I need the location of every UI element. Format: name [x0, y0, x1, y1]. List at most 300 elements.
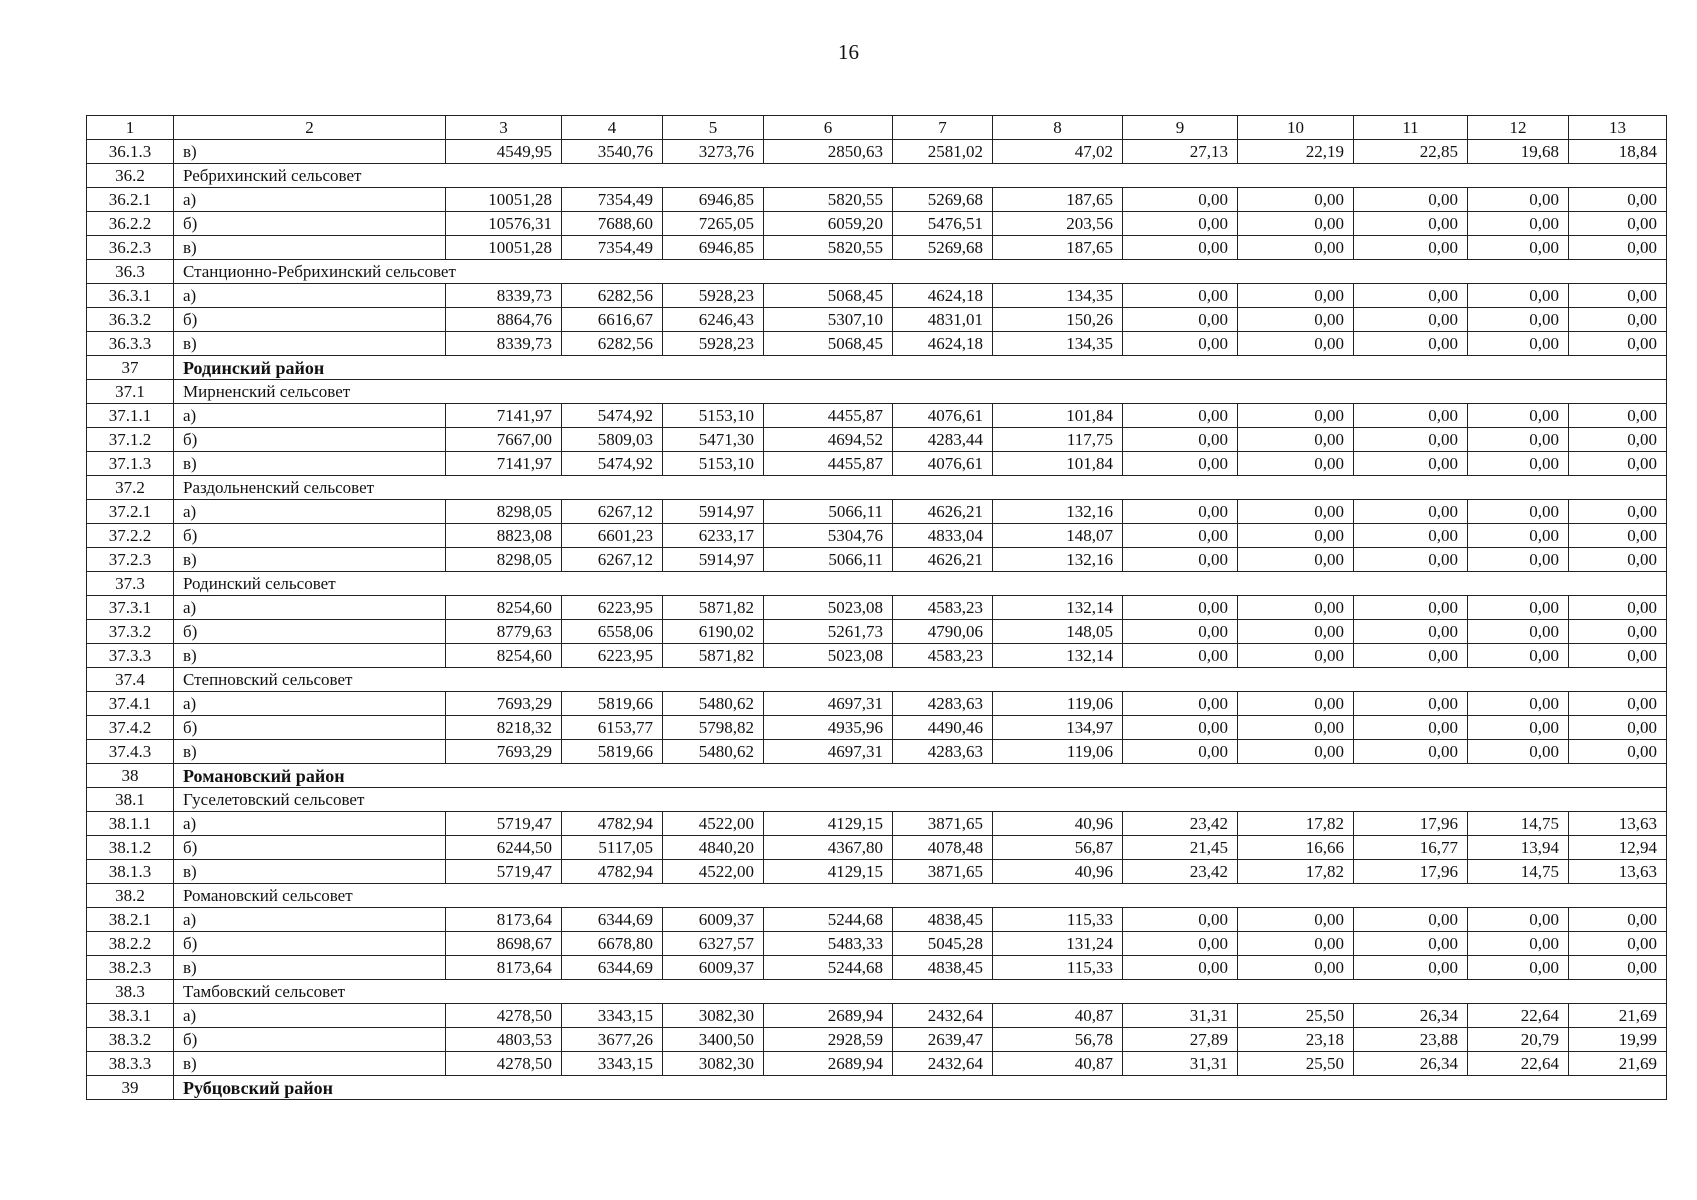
value-cell: 5819,66 [562, 692, 663, 716]
value-cell: 7354,49 [562, 236, 663, 260]
value-cell: 0,00 [1238, 692, 1354, 716]
value-cell: 5871,82 [663, 644, 764, 668]
value-cell: 3082,30 [663, 1004, 764, 1028]
value-cell: 4838,45 [893, 908, 993, 932]
row-number: 36.2 [87, 164, 174, 188]
row-number: 36.2.1 [87, 188, 174, 212]
value-cell: 23,88 [1354, 1028, 1468, 1052]
value-cell: 7667,00 [446, 428, 562, 452]
section-row [87, 260, 1667, 284]
row-number: 37.3.3 [87, 644, 174, 668]
row-number: 37.1.3 [87, 452, 174, 476]
value-cell: 0,00 [1123, 956, 1238, 980]
value-cell: 7693,29 [446, 740, 562, 764]
table-row [87, 524, 1667, 548]
row-label: б) [174, 1028, 446, 1052]
value-cell: 0,00 [1123, 332, 1238, 356]
value-cell: 8823,08 [446, 524, 562, 548]
value-cell: 0,00 [1468, 740, 1569, 764]
value-cell: 21,69 [1569, 1052, 1667, 1076]
value-cell: 132,16 [993, 500, 1123, 524]
value-cell: 0,00 [1468, 236, 1569, 260]
value-cell: 0,00 [1238, 908, 1354, 932]
value-cell: 23,18 [1238, 1028, 1354, 1052]
row-number: 36.3.3 [87, 332, 174, 356]
value-cell: 0,00 [1468, 212, 1569, 236]
value-cell: 40,87 [993, 1004, 1123, 1028]
row-number: 38.1.2 [87, 836, 174, 860]
value-cell: 4078,48 [893, 836, 993, 860]
value-cell: 4129,15 [764, 860, 893, 884]
value-cell: 0,00 [1468, 188, 1569, 212]
value-cell: 0,00 [1468, 692, 1569, 716]
value-cell: 0,00 [1468, 428, 1569, 452]
value-cell: 5153,10 [663, 452, 764, 476]
value-cell: 5023,08 [764, 644, 893, 668]
row-number: 38.2.2 [87, 932, 174, 956]
value-cell: 6223,95 [562, 644, 663, 668]
value-cell: 5117,05 [562, 836, 663, 860]
value-cell: 5244,68 [764, 956, 893, 980]
value-cell: 0,00 [1123, 620, 1238, 644]
value-cell: 4624,18 [893, 284, 993, 308]
value-cell: 8254,60 [446, 644, 562, 668]
value-cell: 117,75 [993, 428, 1123, 452]
value-cell: 0,00 [1569, 692, 1667, 716]
value-cell: 4367,80 [764, 836, 893, 860]
value-cell: 0,00 [1354, 932, 1468, 956]
table-row [87, 1052, 1667, 1076]
value-cell: 6616,67 [562, 308, 663, 332]
row-label: а) [174, 500, 446, 524]
row-label: в) [174, 1052, 446, 1076]
table-row [87, 236, 1667, 260]
value-cell: 119,06 [993, 740, 1123, 764]
value-cell: 0,00 [1468, 908, 1569, 932]
value-cell: 8218,32 [446, 716, 562, 740]
value-cell: 0,00 [1123, 908, 1238, 932]
row-number: 36.3.1 [87, 284, 174, 308]
value-cell: 17,82 [1238, 812, 1354, 836]
table-row [87, 140, 1667, 164]
value-cell: 4583,23 [893, 596, 993, 620]
value-cell: 8779,63 [446, 620, 562, 644]
value-cell: 4831,01 [893, 308, 993, 332]
value-cell: 4283,63 [893, 740, 993, 764]
value-cell: 0,00 [1238, 284, 1354, 308]
value-cell: 13,94 [1468, 836, 1569, 860]
value-cell: 0,00 [1569, 452, 1667, 476]
value-cell: 134,35 [993, 284, 1123, 308]
value-cell: 0,00 [1569, 284, 1667, 308]
value-cell: 6282,56 [562, 284, 663, 308]
value-cell: 6244,50 [446, 836, 562, 860]
value-cell: 14,75 [1468, 812, 1569, 836]
value-cell: 18,84 [1569, 140, 1667, 164]
value-cell: 0,00 [1569, 428, 1667, 452]
value-cell: 0,00 [1123, 644, 1238, 668]
value-cell: 0,00 [1468, 404, 1569, 428]
value-cell: 0,00 [1238, 644, 1354, 668]
value-cell: 0,00 [1238, 596, 1354, 620]
value-cell: 0,00 [1354, 212, 1468, 236]
value-cell: 134,97 [993, 716, 1123, 740]
value-cell: 0,00 [1354, 620, 1468, 644]
value-cell: 8298,05 [446, 500, 562, 524]
table-row [87, 620, 1667, 644]
value-cell: 0,00 [1238, 932, 1354, 956]
value-cell: 0,00 [1238, 212, 1354, 236]
value-cell: 5261,73 [764, 620, 893, 644]
value-cell: 0,00 [1468, 644, 1569, 668]
district-row [87, 356, 1667, 380]
table-header-row [87, 116, 1667, 140]
row-number: 38.2 [87, 884, 174, 908]
value-cell: 0,00 [1238, 548, 1354, 572]
value-cell: 0,00 [1354, 188, 1468, 212]
value-cell: 8173,64 [446, 956, 562, 980]
value-cell: 5914,97 [663, 500, 764, 524]
section-name: Ребрихинский сельсовет [174, 164, 1667, 188]
value-cell: 6246,43 [663, 308, 764, 332]
value-cell: 0,00 [1569, 404, 1667, 428]
column-header: 2 [174, 116, 446, 140]
value-cell: 0,00 [1123, 932, 1238, 956]
value-cell: 23,42 [1123, 812, 1238, 836]
value-cell: 5474,92 [562, 404, 663, 428]
row-number: 38.3.1 [87, 1004, 174, 1028]
row-label: б) [174, 716, 446, 740]
section-row [87, 572, 1667, 596]
row-number: 38.2.1 [87, 908, 174, 932]
value-cell: 5871,82 [663, 596, 764, 620]
value-cell: 0,00 [1354, 644, 1468, 668]
value-cell: 0,00 [1569, 644, 1667, 668]
value-cell: 5480,62 [663, 740, 764, 764]
row-label: б) [174, 524, 446, 548]
value-cell: 0,00 [1468, 452, 1569, 476]
value-cell: 5928,23 [663, 284, 764, 308]
value-cell: 0,00 [1569, 308, 1667, 332]
value-cell: 0,00 [1354, 548, 1468, 572]
value-cell: 0,00 [1123, 716, 1238, 740]
value-cell: 19,68 [1468, 140, 1569, 164]
row-label: а) [174, 1004, 446, 1028]
table-row [87, 956, 1667, 980]
row-label: а) [174, 404, 446, 428]
row-label: б) [174, 620, 446, 644]
value-cell: 26,34 [1354, 1004, 1468, 1028]
section-row [87, 668, 1667, 692]
district-name: Рубцовский район [174, 1076, 1667, 1100]
row-number: 37.4.3 [87, 740, 174, 764]
table-row [87, 212, 1667, 236]
value-cell: 5307,10 [764, 308, 893, 332]
row-number: 38.2.3 [87, 956, 174, 980]
table-row [87, 692, 1667, 716]
value-cell: 0,00 [1123, 404, 1238, 428]
value-cell: 40,87 [993, 1052, 1123, 1076]
value-cell: 0,00 [1354, 308, 1468, 332]
value-cell: 5809,03 [562, 428, 663, 452]
column-header: 13 [1569, 116, 1667, 140]
value-cell: 7141,97 [446, 452, 562, 476]
table-row [87, 740, 1667, 764]
value-cell: 0,00 [1123, 188, 1238, 212]
value-cell: 0,00 [1468, 932, 1569, 956]
value-cell: 6344,69 [562, 908, 663, 932]
row-label: в) [174, 452, 446, 476]
value-cell: 132,16 [993, 548, 1123, 572]
value-cell: 6327,57 [663, 932, 764, 956]
value-cell: 6059,20 [764, 212, 893, 236]
value-cell: 26,34 [1354, 1052, 1468, 1076]
value-cell: 0,00 [1354, 428, 1468, 452]
value-cell: 0,00 [1569, 740, 1667, 764]
value-cell: 6009,37 [663, 908, 764, 932]
value-cell: 0,00 [1123, 284, 1238, 308]
value-cell: 0,00 [1238, 188, 1354, 212]
row-number: 37.2.3 [87, 548, 174, 572]
row-label: а) [174, 284, 446, 308]
value-cell: 4522,00 [663, 860, 764, 884]
value-cell: 5068,45 [764, 284, 893, 308]
value-cell: 4694,52 [764, 428, 893, 452]
value-cell: 8254,60 [446, 596, 562, 620]
table-row [87, 404, 1667, 428]
value-cell: 6601,23 [562, 524, 663, 548]
table-row [87, 284, 1667, 308]
value-cell: 8698,67 [446, 932, 562, 956]
value-cell: 150,26 [993, 308, 1123, 332]
table-row [87, 836, 1667, 860]
value-cell: 0,00 [1123, 740, 1238, 764]
value-cell: 21,69 [1569, 1004, 1667, 1028]
value-cell: 3871,65 [893, 812, 993, 836]
value-cell: 101,84 [993, 404, 1123, 428]
value-cell: 5066,11 [764, 548, 893, 572]
value-cell: 4076,61 [893, 452, 993, 476]
value-cell: 4583,23 [893, 644, 993, 668]
value-cell: 4129,15 [764, 812, 893, 836]
value-cell: 4697,31 [764, 692, 893, 716]
value-cell: 0,00 [1354, 236, 1468, 260]
row-label: в) [174, 332, 446, 356]
value-cell: 5719,47 [446, 860, 562, 884]
value-cell: 31,31 [1123, 1004, 1238, 1028]
value-cell: 0,00 [1238, 620, 1354, 644]
value-cell: 0,00 [1123, 692, 1238, 716]
row-label: а) [174, 908, 446, 932]
value-cell: 5798,82 [663, 716, 764, 740]
value-cell: 17,82 [1238, 860, 1354, 884]
value-cell: 5066,11 [764, 500, 893, 524]
value-cell: 3082,30 [663, 1052, 764, 1076]
value-cell: 10576,31 [446, 212, 562, 236]
value-cell: 131,24 [993, 932, 1123, 956]
row-number: 37.4 [87, 668, 174, 692]
value-cell: 6678,80 [562, 932, 663, 956]
row-number: 37.1 [87, 380, 174, 404]
value-cell: 8339,73 [446, 284, 562, 308]
value-cell: 0,00 [1354, 740, 1468, 764]
table-row [87, 548, 1667, 572]
row-number: 37.1.2 [87, 428, 174, 452]
value-cell: 0,00 [1468, 500, 1569, 524]
value-cell: 0,00 [1354, 716, 1468, 740]
value-cell: 0,00 [1238, 236, 1354, 260]
value-cell: 56,78 [993, 1028, 1123, 1052]
value-cell: 4076,61 [893, 404, 993, 428]
section-row [87, 980, 1667, 1004]
row-label: в) [174, 236, 446, 260]
value-cell: 6190,02 [663, 620, 764, 644]
table-row [87, 308, 1667, 332]
value-cell: 0,00 [1354, 332, 1468, 356]
value-cell: 0,00 [1569, 212, 1667, 236]
section-name: Степновский сельсовет [174, 668, 1667, 692]
value-cell: 3343,15 [562, 1052, 663, 1076]
value-cell: 4278,50 [446, 1004, 562, 1028]
page-number: 16 [838, 40, 859, 64]
value-cell: 0,00 [1468, 956, 1569, 980]
value-cell: 3677,26 [562, 1028, 663, 1052]
value-cell: 0,00 [1238, 452, 1354, 476]
value-cell: 0,00 [1569, 596, 1667, 620]
value-cell: 5820,55 [764, 188, 893, 212]
value-cell: 4782,94 [562, 860, 663, 884]
value-cell: 0,00 [1238, 332, 1354, 356]
value-cell: 47,02 [993, 140, 1123, 164]
value-cell: 12,94 [1569, 836, 1667, 860]
table-row [87, 1004, 1667, 1028]
value-cell: 56,87 [993, 836, 1123, 860]
section-row [87, 884, 1667, 908]
section-name: Родинский сельсовет [174, 572, 1667, 596]
value-cell: 0,00 [1238, 956, 1354, 980]
value-cell: 7354,49 [562, 188, 663, 212]
row-number: 38 [87, 764, 174, 788]
value-cell: 0,00 [1468, 332, 1569, 356]
value-cell: 5269,68 [893, 236, 993, 260]
value-cell: 5476,51 [893, 212, 993, 236]
value-cell: 21,45 [1123, 836, 1238, 860]
value-cell: 187,65 [993, 188, 1123, 212]
value-cell: 203,56 [993, 212, 1123, 236]
row-label: в) [174, 956, 446, 980]
section-name: Мирненский сельсовет [174, 380, 1667, 404]
row-number: 37.1.1 [87, 404, 174, 428]
column-header: 4 [562, 116, 663, 140]
value-cell: 0,00 [1238, 524, 1354, 548]
value-cell: 4522,00 [663, 812, 764, 836]
value-cell: 132,14 [993, 596, 1123, 620]
value-cell: 4838,45 [893, 956, 993, 980]
row-label: б) [174, 212, 446, 236]
row-label: а) [174, 692, 446, 716]
value-cell: 2432,64 [893, 1004, 993, 1028]
value-cell: 5480,62 [663, 692, 764, 716]
table-row [87, 332, 1667, 356]
value-cell: 115,33 [993, 908, 1123, 932]
value-cell: 10051,28 [446, 188, 562, 212]
column-header: 5 [663, 116, 764, 140]
value-cell: 4283,63 [893, 692, 993, 716]
value-cell: 6344,69 [562, 956, 663, 980]
column-header: 8 [993, 116, 1123, 140]
section-name: Станционно-Ребрихинский сельсовет [174, 260, 1667, 284]
value-cell: 4626,21 [893, 548, 993, 572]
value-cell: 0,00 [1569, 332, 1667, 356]
table-row [87, 716, 1667, 740]
value-cell: 0,00 [1238, 428, 1354, 452]
value-cell: 27,89 [1123, 1028, 1238, 1052]
table-row [87, 932, 1667, 956]
value-cell: 4935,96 [764, 716, 893, 740]
value-cell: 0,00 [1123, 524, 1238, 548]
table-row [87, 908, 1667, 932]
value-cell: 0,00 [1468, 716, 1569, 740]
row-number: 36.1.3 [87, 140, 174, 164]
value-cell: 2689,94 [764, 1004, 893, 1028]
row-number: 37.3 [87, 572, 174, 596]
row-number: 38.3.2 [87, 1028, 174, 1052]
value-cell: 22,64 [1468, 1004, 1569, 1028]
value-cell: 0,00 [1468, 524, 1569, 548]
table-row [87, 500, 1667, 524]
value-cell: 6267,12 [562, 548, 663, 572]
value-cell: 2639,47 [893, 1028, 993, 1052]
value-cell: 0,00 [1354, 524, 1468, 548]
value-cell: 22,85 [1354, 140, 1468, 164]
column-header: 7 [893, 116, 993, 140]
value-cell: 22,64 [1468, 1052, 1569, 1076]
value-cell: 6267,12 [562, 500, 663, 524]
value-cell: 25,50 [1238, 1052, 1354, 1076]
value-cell: 5269,68 [893, 188, 993, 212]
value-cell: 0,00 [1238, 740, 1354, 764]
value-cell: 6282,56 [562, 332, 663, 356]
value-cell: 0,00 [1569, 956, 1667, 980]
row-number: 36.2.2 [87, 212, 174, 236]
value-cell: 148,05 [993, 620, 1123, 644]
value-cell: 0,00 [1123, 308, 1238, 332]
value-cell: 5483,33 [764, 932, 893, 956]
row-label: в) [174, 140, 446, 164]
value-cell: 132,14 [993, 644, 1123, 668]
row-label: б) [174, 428, 446, 452]
column-header: 1 [87, 116, 174, 140]
value-cell: 6223,95 [562, 596, 663, 620]
value-cell: 4833,04 [893, 524, 993, 548]
row-number: 38.3 [87, 980, 174, 1004]
row-label: б) [174, 308, 446, 332]
value-cell: 5023,08 [764, 596, 893, 620]
row-label: б) [174, 932, 446, 956]
value-cell: 2850,63 [764, 140, 893, 164]
value-cell: 101,84 [993, 452, 1123, 476]
district-row [87, 764, 1667, 788]
section-name: Романовский сельсовет [174, 884, 1667, 908]
row-number: 39 [87, 1076, 174, 1100]
value-cell: 0,00 [1123, 596, 1238, 620]
value-cell: 8298,05 [446, 548, 562, 572]
row-number: 38.3.3 [87, 1052, 174, 1076]
section-row [87, 476, 1667, 500]
value-cell: 0,00 [1468, 308, 1569, 332]
value-cell: 2432,64 [893, 1052, 993, 1076]
value-cell: 4624,18 [893, 332, 993, 356]
